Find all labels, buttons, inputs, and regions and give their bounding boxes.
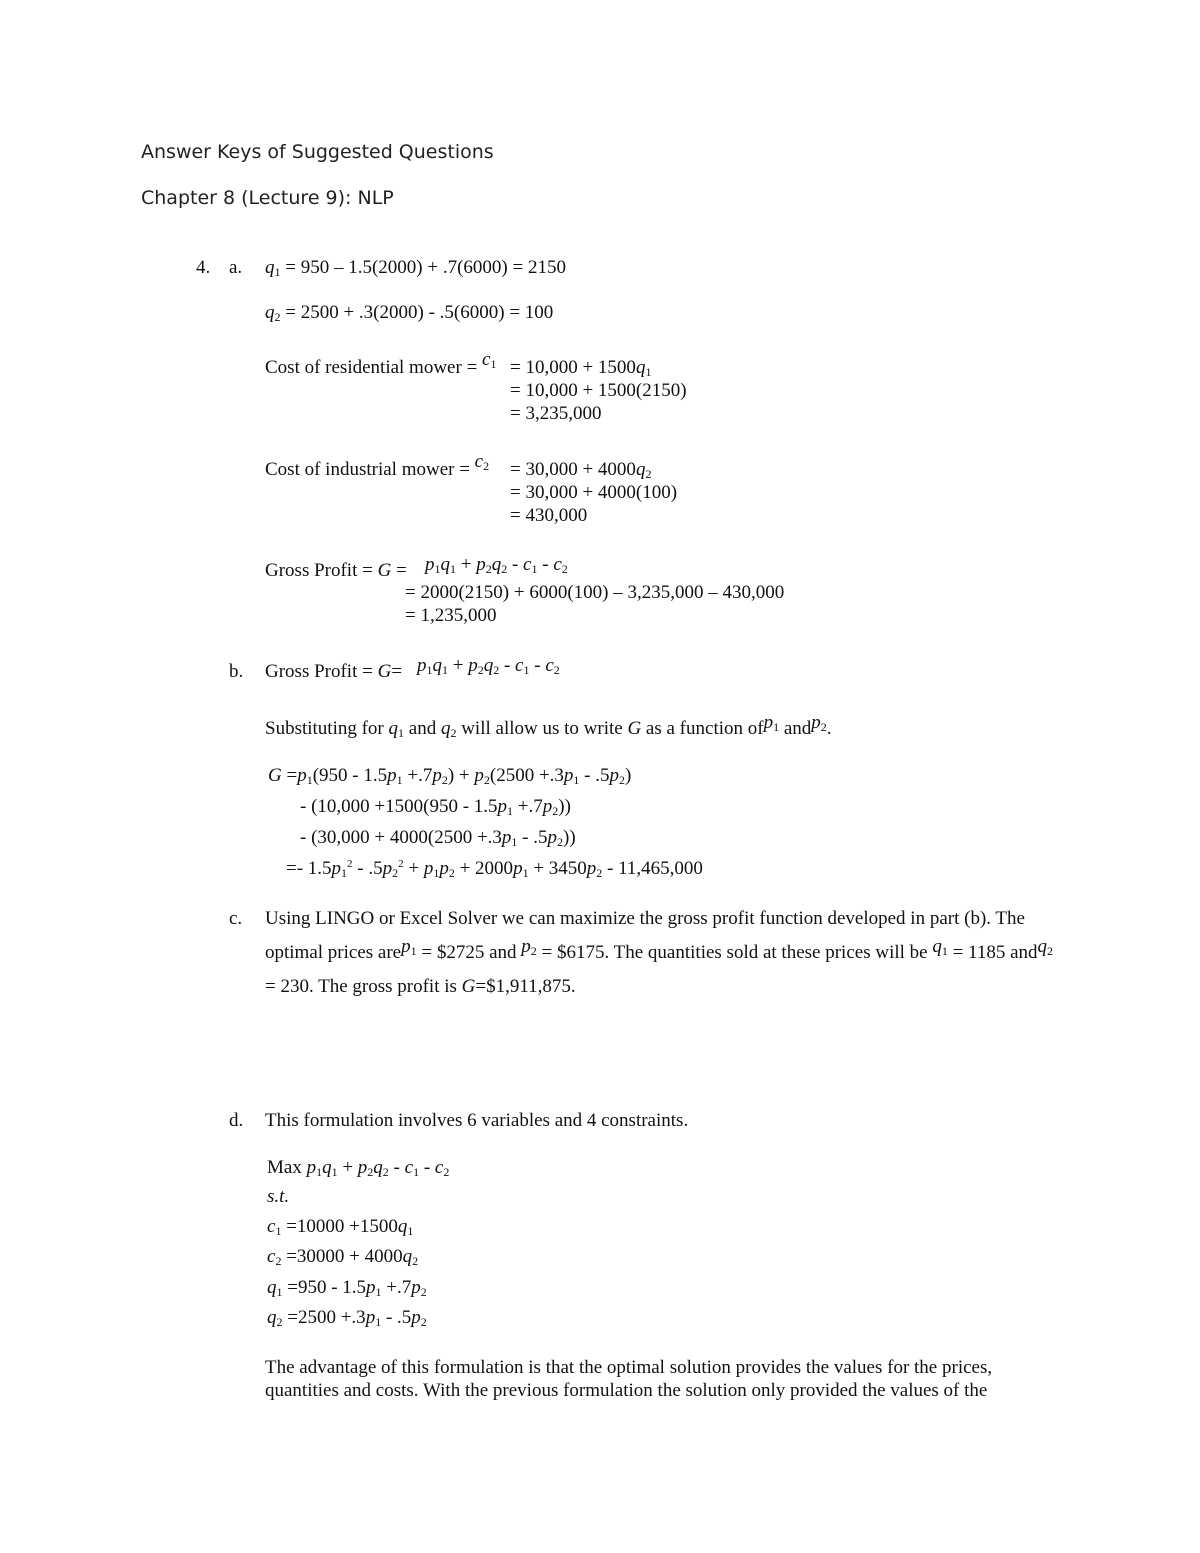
gross-profit-label-a: Gross Profit = G =: [265, 560, 407, 581]
gross-profit-line2-a: = 2000(2150) + 6000(100) – 3,235,000 – 430,000: [405, 582, 785, 603]
part-d-label: d.: [229, 1110, 244, 1131]
gross-profit-line3-a: = 1,235,000: [405, 605, 497, 626]
advantage-paragraph: The advantage of this formulation is that the optimal solution provides the values for the prices, quantities and costs. With the previous formulation the solution only provided the values of the: [265, 1357, 993, 1401]
q1-equation: $q_1 = 950 - 1.5(2000) + .7(6000) = 2150$: [265, 257, 566, 279]
part-c-label: c.: [229, 908, 243, 929]
g-function-line1: $G =p_1(950 - 1.5p_1 +.7p_2) + p_2(2500 +.3p_1 - .5p_2)$: [268, 765, 632, 787]
gross-profit-formula-a: $p_1q_1 + p_2q_2 - c_1 - c_2$: [425, 554, 568, 576]
q2-equation: $q_2 = 2500 + .3(2000) - .5(6000) = 100$: [265, 302, 554, 324]
constraint-q2: $q_2 =2500 +.3p_1 - .5p_2$: [267, 1307, 427, 1329]
part-b-label: b.: [229, 661, 244, 682]
g-function-line3: - $(30,000 + 4000(2500 +.3p_1 - .5p_2))$: [300, 827, 576, 849]
constraint-c1: $c_1 =10000 +1500q_1$: [267, 1216, 414, 1238]
part-d-intro: This formulation involves 6 variables and 4 constraints.: [265, 1110, 689, 1131]
part-a-label: a.: [229, 257, 243, 278]
cost-residential-line3: = 3,235,000: [510, 403, 602, 424]
g-function-line4: =- $1.5p_1^2 - .5p_2^2 + p_1p_2 + 2000p_1 + 3450p_2 - 11,465,000$: [286, 858, 703, 880]
gross-profit-formula-b: $p_1q_1 + p_2q_2 - c_1 - c_2$: [417, 655, 560, 677]
part-c-paragraph: Using LINGO or Excel Solver we can maximize the gross profit function developed in part (b). The optimal prices arep$_1$ = $2725 and $p_2$ = $6175. The quantities sold at these prices will be $q_1 = 1185$ andq$_2$ = 230. The gross profit is G=$1,911,875.: [265, 908, 1054, 997]
constraint-c2: $c_2 =30000 + 4000q_2$: [267, 1246, 419, 1268]
subject-to: s.t.: [267, 1186, 290, 1207]
cost-industrial-line1: = $30,000 + 4000q_2$: [510, 459, 652, 481]
g-function-line2: - $(10,000 +1500(950 - 1.5p_1 +.7p_2))$: [300, 796, 571, 818]
constraint-q1: $q_1 =950 - 1.5p_1 +.7p_2$: [267, 1277, 427, 1299]
question-number: 4.: [196, 257, 211, 278]
cost-residential-line2: = 10,000 + 1500(2150): [510, 380, 687, 401]
gross-profit-label-b: Gross Profit = G=: [265, 661, 403, 682]
substitution-sentence: Substituting for $q_1$ and $q_2$ will allow us to write G as a function ofp$_1$ andp$_2$.: [265, 712, 832, 740]
cost-industrial-line3: = 430,000: [510, 505, 588, 526]
cost-industrial-label: Cost of industrial mower = $c_2$: [265, 451, 490, 480]
cost-residential-line1: = $10,000 + 1500q_1$: [510, 357, 652, 379]
document-title: Answer Keys of Suggested Questions: [141, 141, 494, 163]
cost-residential-label: Cost of residential mower = $c_1$: [265, 349, 497, 378]
chapter-heading: Chapter 8 (Lecture 9): NLP: [141, 187, 394, 209]
objective-function: Max $p_1q_1 + p_2q_2 - c_1 - c_2$: [267, 1157, 450, 1179]
cost-industrial-line2: = 30,000 + 4000(100): [510, 482, 678, 503]
